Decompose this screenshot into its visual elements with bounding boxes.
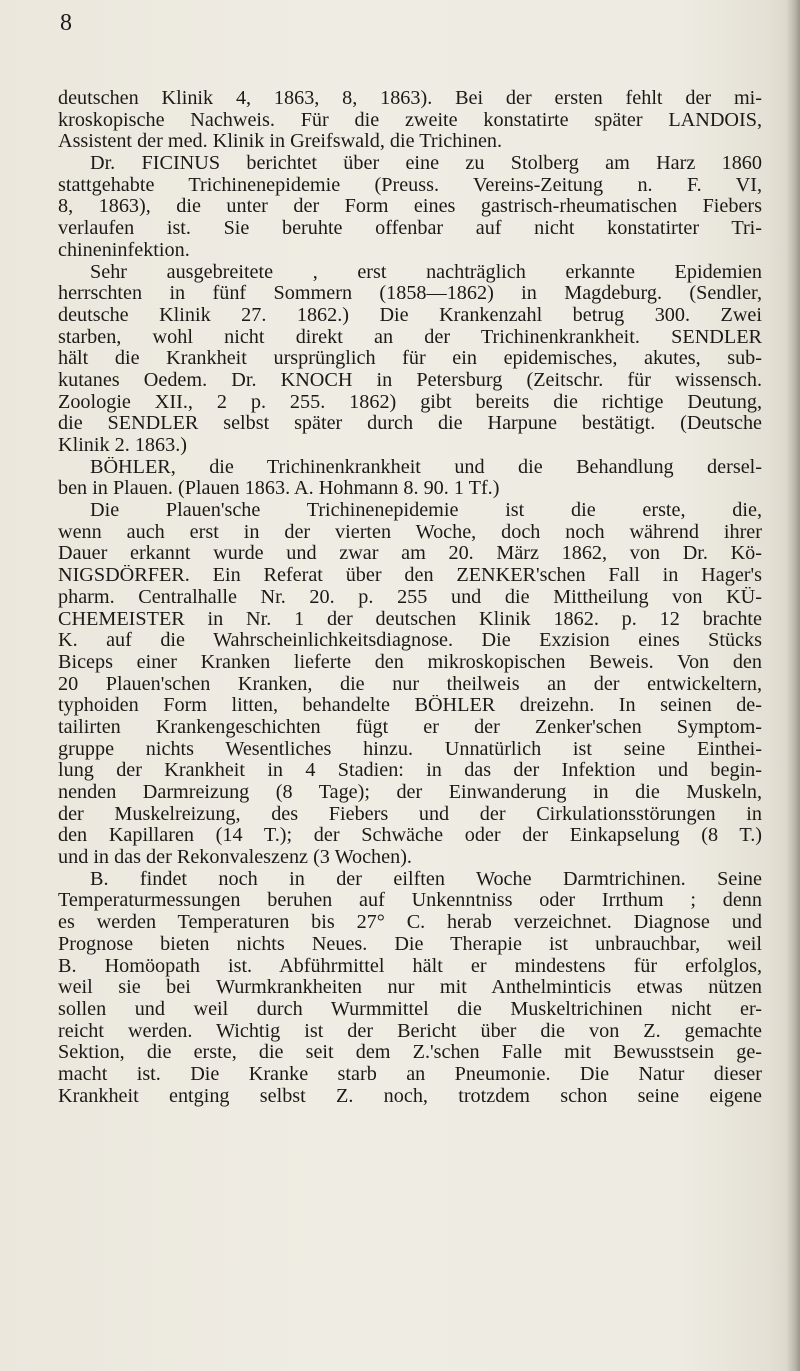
text-line: die SENDLER selbst später durch die Harpune bestätigt. (Deutsche <box>58 413 762 435</box>
text-line: Sehr ausgebreitete , erst nachträglich erkannte Epidemien <box>90 261 762 283</box>
text-line: Assistent der med. Klinik in Greifswald, die Trichinen. <box>58 131 503 153</box>
text-line: und in das der Rekonvaleszenz (3 Wochen). <box>58 847 412 869</box>
text-line: 8, 1863), die unter der Form eines gastrisch-rheumatischen Fiebers <box>58 196 762 218</box>
body-text <box>58 88 762 1107</box>
text-line: den Kapillaren (14 T.); der Schwäche oder der Einkapselung (8 T.) <box>58 825 762 847</box>
text-line: deutschen Klinik 4, 1863, 8, 1863). Bei der ersten fehlt der mi- <box>58 88 762 109</box>
text-line: BÖHLER, die Trichinenkrankheit und die Behandlung dersel- <box>90 456 762 478</box>
text-line: pharm. Centralhalle Nr. 20. p. 255 und die Mittheilung von KÜ- <box>58 586 762 608</box>
text-line: es werden Temperaturen bis 27° C. herab verzeichnet. Diagnose und <box>58 912 762 934</box>
text-line: reicht werden. Wichtig ist der Bericht über die von Z. gemachte <box>58 1020 762 1042</box>
text-line: wenn auch erst in der vierten Woche, doch noch während ihrer <box>58 521 762 543</box>
text-line: macht ist. Die Kranke starb an Pneumonie. Die Natur dieser <box>58 1063 762 1085</box>
text-line: stattgehabte Trichinenepidemie (Preuss. Vereins-Zeitung n. F. VI, <box>58 174 762 196</box>
text-line: gruppe nichts Wesentliches hinzu. Unnatürlich ist seine Einthei- <box>58 738 762 760</box>
text-line: deutsche Klinik 27. 1862.) Die Krankenzahl betrug 300. Zwei <box>58 304 762 326</box>
text-line: hält die Krankheit ursprünglich für ein epidemisches, akutes, sub- <box>58 348 762 370</box>
text-line: typhoiden Form litten, behandelte BÖHLER dreizehn. In seinen de- <box>58 695 762 717</box>
text-line: chineninfektion. <box>58 239 190 261</box>
text-line: Biceps einer Kranken lieferte den mikroskopischen Beweis. Von den <box>58 651 762 673</box>
text-line: Klinik 2. 1863.) <box>58 435 187 456</box>
text-line: kroskopische Nachweis. Für die zweite konstatirte später LANDOIS, <box>58 109 762 131</box>
text-line: nenden Darmreizung (8 Tage); der Einwanderung in die Muskeln, <box>58 782 762 803</box>
text-line: starben, wohl nicht direkt an der Trichinenkrankheit. SENDLER <box>58 326 762 348</box>
text-line: 20 Plauen'schen Kranken, die nur theilweis an der entwickeltern, <box>58 673 762 695</box>
text-line: sollen und weil durch Wurmmittel die Muskeltrichinen nicht er- <box>58 998 762 1020</box>
text-line: K. auf die Wahrscheinlichkeitsdiagnose. Die Exzision eines Stücks <box>58 630 762 652</box>
text-line: Prognose bieten nichts Neues. Die Therapie ist unbrauchbar, weil <box>58 933 762 955</box>
text-line: Die Plauen'sche Trichinenepidemie ist die erste, die, <box>90 500 762 522</box>
text-line: der Muskelreizung, des Fiebers und der Cirkulationsstörungen in <box>58 803 762 825</box>
page-number: 8 <box>60 10 72 36</box>
text-line: lung der Krankheit in 4 Stadien: in das der Infektion und begin- <box>58 760 762 782</box>
text-line: Dauer erkannt wurde und zwar am 20. März 1862, von Dr. Kö- <box>58 543 762 565</box>
text-line: NIGSDÖRFER. Ein Referat über den ZENKER'schen Fall in Hager's <box>58 565 762 587</box>
text-line: B. findet noch in der eilften Woche Darmtrichinen. Seine <box>90 868 762 890</box>
page-edge-shadow <box>786 0 800 1371</box>
text-line: verlaufen ist. Sie beruhte offenbar auf nicht konstatirter Tri- <box>58 218 762 240</box>
text-line: Sektion, die erste, die seit dem Z.'schen Falle mit Bewusstsein ge- <box>58 1042 762 1064</box>
text-line: Zoologie XII., 2 p. 255. 1862) gibt bereits die richtige Deutung, <box>58 391 762 413</box>
text-line: Temperaturmessungen beruhen auf Unkenntniss oder Irrthum ; denn <box>58 890 762 912</box>
text-line: CHEMEISTER in Nr. 1 der deutschen Klinik 1862. p. 12 brachte <box>58 608 762 630</box>
text-line: Krankheit entging selbst Z. noch, trotzdem schon seine eigene <box>58 1085 762 1107</box>
text-line: Dr. FICINUS berichtet über eine zu Stolberg am Harz 1860 <box>90 153 762 175</box>
text-line: weil sie bei Wurmkrankheiten nur mit Anthelminticis etwas nützen <box>58 977 762 999</box>
text-line: herrschten in fünf Sommern (1858—1862) in Magdeburg. (Sendler, <box>58 283 762 305</box>
text-line: ben in Plauen. (Plauen 1863. A. Hohmann 8. 90. 1 Tf.) <box>58 478 500 500</box>
text-line: kutanes Oedem. Dr. KNOCH in Petersburg (Zeitschr. für wissensch. <box>58 369 762 391</box>
text-line: tailirten Krankengeschichten fügt er der Zenker'schen Symptom- <box>58 716 762 738</box>
text-line: B. Homöopath ist. Abführmittel hält er mindestens für erfolglos, <box>58 955 762 977</box>
